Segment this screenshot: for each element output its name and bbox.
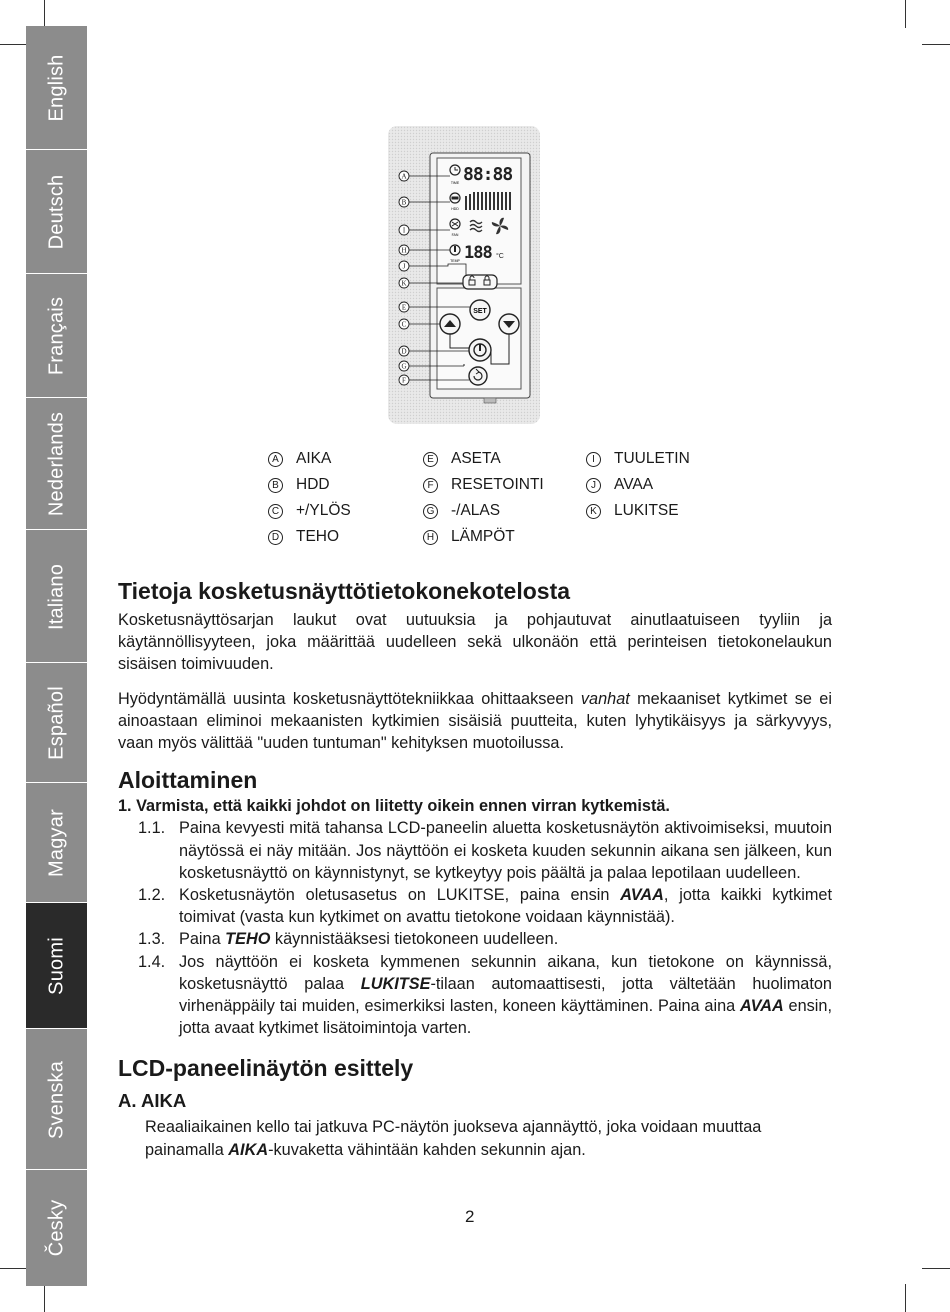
lang-tab-label: Česky	[45, 1199, 67, 1257]
step-heading: 1. Varmista, että kaikki johdot on liitetty oikein ennen virran kytkemistä.	[118, 797, 670, 816]
legend-item	[423, 446, 544, 472]
lcd-time-digits: 88:88	[463, 164, 513, 185]
legend-item	[423, 472, 544, 498]
crop-mark	[922, 44, 950, 45]
legend-label: RESETOINTI	[451, 476, 544, 493]
lcd-temp-digits: 188	[464, 243, 492, 263]
crop-mark	[922, 1268, 950, 1269]
lang-tab-espanol[interactable]	[26, 663, 87, 783]
touchscreen-panel-illustration	[388, 126, 540, 424]
text-run: Paina	[179, 930, 226, 949]
legend-label: +/YLÖS	[296, 502, 351, 519]
legend-column	[423, 446, 544, 550]
legend-letter: I	[586, 452, 601, 467]
text-run: ensin, jotta avaat kytkimet lisätoimintoja varten.	[179, 997, 832, 1038]
crop-mark	[905, 0, 906, 28]
list-item-number: 1.3.	[138, 930, 166, 949]
legend-label: TUULETIN	[614, 450, 690, 467]
text-run: käynnistääksesi tietokoneen uudelleen.	[270, 930, 559, 949]
legend-label: LUKITSE	[614, 502, 679, 519]
legend-letter: F	[423, 478, 438, 493]
list-item-text	[179, 884, 832, 928]
legend-label: AVAA	[614, 476, 654, 493]
lang-tab-suomi[interactable]	[26, 903, 87, 1028]
paragraph	[118, 688, 832, 755]
crop-mark	[44, 0, 45, 28]
list-item-number: 1.1.	[138, 819, 166, 838]
legend-label: LÄMPÖT	[451, 528, 515, 545]
list-item	[118, 928, 832, 950]
lcd-temp-unit: °C	[496, 253, 504, 260]
legend-label: AIKA	[296, 450, 332, 467]
lang-tab-magyar[interactable]	[26, 783, 87, 903]
panel-tab	[484, 398, 496, 403]
crop-mark	[905, 1284, 906, 1312]
lang-tab-label: Deutsch	[45, 174, 67, 250]
keyword-avaa: AVAA	[740, 997, 784, 1016]
legend-item	[423, 524, 544, 550]
list-item	[118, 817, 832, 884]
legend-item	[586, 498, 690, 524]
keyword-aika: AIKA	[228, 1140, 269, 1159]
callout-h: H	[401, 246, 407, 255]
paragraph	[118, 609, 832, 676]
keyword-lukitse: LUKITSE	[360, 974, 431, 993]
list-item-text	[179, 928, 832, 950]
reset-button	[469, 367, 487, 385]
list-item-number: 1.2.	[138, 886, 166, 905]
keyword-teho: TEHO	[225, 930, 271, 949]
keyword-avaa: AVAA	[620, 886, 664, 905]
callout-a: A	[401, 172, 407, 181]
callout-c: C	[401, 320, 407, 329]
paragraph-text: Hyödyntämällä uusinta kosketusnäyttötekniikkaa ohittaakseen	[118, 689, 581, 708]
text-run: Jos näyttöön ei kosketa kymmenen sekunnin aikana, kun tietokone on käynnissä, kosketusnäyttö palaa	[179, 952, 832, 993]
list-item	[118, 951, 832, 1040]
legend-item	[268, 524, 351, 550]
legend-label: TEHO	[296, 528, 340, 545]
paragraph-text: Reaaliaikainen kello tai jatkuva PC-näytön juokseva ajannäyttö, joka voidaan muuttaa painamalla	[145, 1118, 762, 1159]
subsection-heading: A. AIKA	[118, 1090, 187, 1112]
list-item	[118, 884, 832, 928]
legend-item	[586, 472, 690, 498]
legend-letter: K	[586, 504, 601, 519]
list-item-text: Paina kevyesti mitä tahansa LCD-paneelin aluetta kosketusnäytön aktivoimiseksi, muutoin näytössä ei näy mitään. Jos näyttöön ei kosketa kuuden sekunnin aikana sen jälkeen, kun kosketusnäyttö on käynnistynyt, se kytkeytyy pois päältä ja palaa lepotilaan uudelleen.	[179, 819, 832, 882]
crop-mark	[0, 1268, 28, 1269]
lcd-hdd-label: HDD	[451, 207, 459, 211]
paragraph-text: -kuvaketta vähintään kahden sekunnin ajan.	[268, 1140, 586, 1159]
text-run: Kosketusnäytön oletusasetus on LUKITSE, paina ensin	[179, 886, 621, 905]
lcd-temp-label: TEMP	[450, 259, 460, 263]
lang-tab-italiano[interactable]	[26, 530, 87, 663]
callout-g: G	[401, 362, 407, 371]
language-tabs	[26, 26, 87, 1286]
lang-tab-label: Magyar	[45, 809, 67, 877]
legend-letter: H	[423, 530, 438, 545]
text-run: , jotta kaikki kytkimet toimivat (vasta kun kytkimet on avattu tietokone voidaan käynnistää).	[179, 886, 832, 927]
legend-label: ASETA	[451, 450, 501, 467]
callout-i: I	[402, 226, 406, 235]
emphasis-text: vanhat	[580, 689, 630, 708]
paragraph	[118, 1116, 832, 1160]
section-heading: Tietoja kosketusnäyttötietokonekotelosta	[118, 578, 571, 604]
lang-tab-cesky[interactable]	[26, 1170, 87, 1286]
text-run: -tilaan automaattisesti, jotta vältetään huolimaton virhenäppäily tai muiden, esimerkiksi lasten, koneen käyttäminen. Paina aina	[179, 974, 832, 1016]
paragraph-text: mekaaniset kytkimet se ei ainoastaan eliminoi mekaanisten kytkimien sisäisiä puutteita, kuten lyhytikäisyys ja särkyvyys, vaan myös välittää "uuden tuntuman" kehityksen muotoilussa.	[118, 689, 832, 753]
legend-letter: B	[268, 478, 283, 493]
lcd-time-label: TIME	[450, 181, 460, 185]
lang-tab-svenska[interactable]	[26, 1029, 87, 1170]
section-heading: LCD-paneelinäytön esittely	[118, 1055, 414, 1082]
legend-column	[586, 446, 690, 524]
callout-j: J	[402, 262, 406, 271]
lang-tab-label: Español	[45, 686, 67, 760]
section-heading: Aloittaminen	[118, 767, 258, 794]
crop-mark	[44, 1284, 45, 1312]
legend-letter: D	[268, 530, 283, 545]
main-content	[118, 574, 832, 1161]
legend-letter: J	[586, 478, 601, 493]
lang-tab-label: English	[45, 54, 67, 122]
set-button-label: SET	[473, 308, 487, 315]
legend-letter: A	[268, 452, 283, 467]
lang-tab-francais[interactable]	[26, 274, 87, 398]
legend-label: HDD	[296, 476, 330, 493]
list-item-number: 1.4.	[138, 952, 166, 971]
legend-letter: E	[423, 452, 438, 467]
lang-tab-deutsch[interactable]	[26, 150, 87, 274]
callout-b: B	[401, 198, 407, 207]
legend-label: -/ALAS	[451, 502, 501, 519]
paragraph-text: Kosketusnäyttösarjan laukut ovat uutuuksia ja pohjautuvat ainutlaatuiseen tyyliin ja käytännöllisyyteen, joka määrittää uudelleen sekä ulkonäön että perinteisen tietokonelaukun sisäisen toimivuuden.	[118, 611, 832, 674]
legend-item	[423, 498, 544, 524]
crop-mark	[0, 44, 28, 45]
legend-item	[586, 446, 690, 472]
lang-tab-label: Italiano	[45, 563, 67, 630]
lang-tab-english[interactable]	[26, 26, 87, 150]
legend-letter: G	[423, 504, 438, 519]
lock-unlock-indicator	[463, 275, 497, 289]
callout-f: F	[402, 376, 406, 385]
lang-tab-nederlands[interactable]	[26, 398, 87, 530]
lang-tab-label: Nederlands	[45, 411, 67, 517]
lang-tab-label: Français	[45, 296, 67, 376]
legend-item	[268, 498, 351, 524]
legend-item	[268, 446, 351, 472]
legend-column	[268, 446, 351, 550]
legend-letter: C	[268, 504, 283, 519]
lcd-fan-label: FAN	[451, 233, 459, 237]
callout-e: E	[401, 303, 407, 312]
callout-k: K	[401, 279, 407, 288]
lang-tab-label: Svenska	[45, 1060, 67, 1139]
legend-item	[268, 472, 351, 498]
page-number: 2	[465, 1207, 475, 1226]
callout-d: D	[401, 347, 407, 356]
legend	[268, 446, 718, 550]
list-item-text	[179, 951, 832, 1040]
lang-tab-label: Suomi	[45, 936, 67, 995]
